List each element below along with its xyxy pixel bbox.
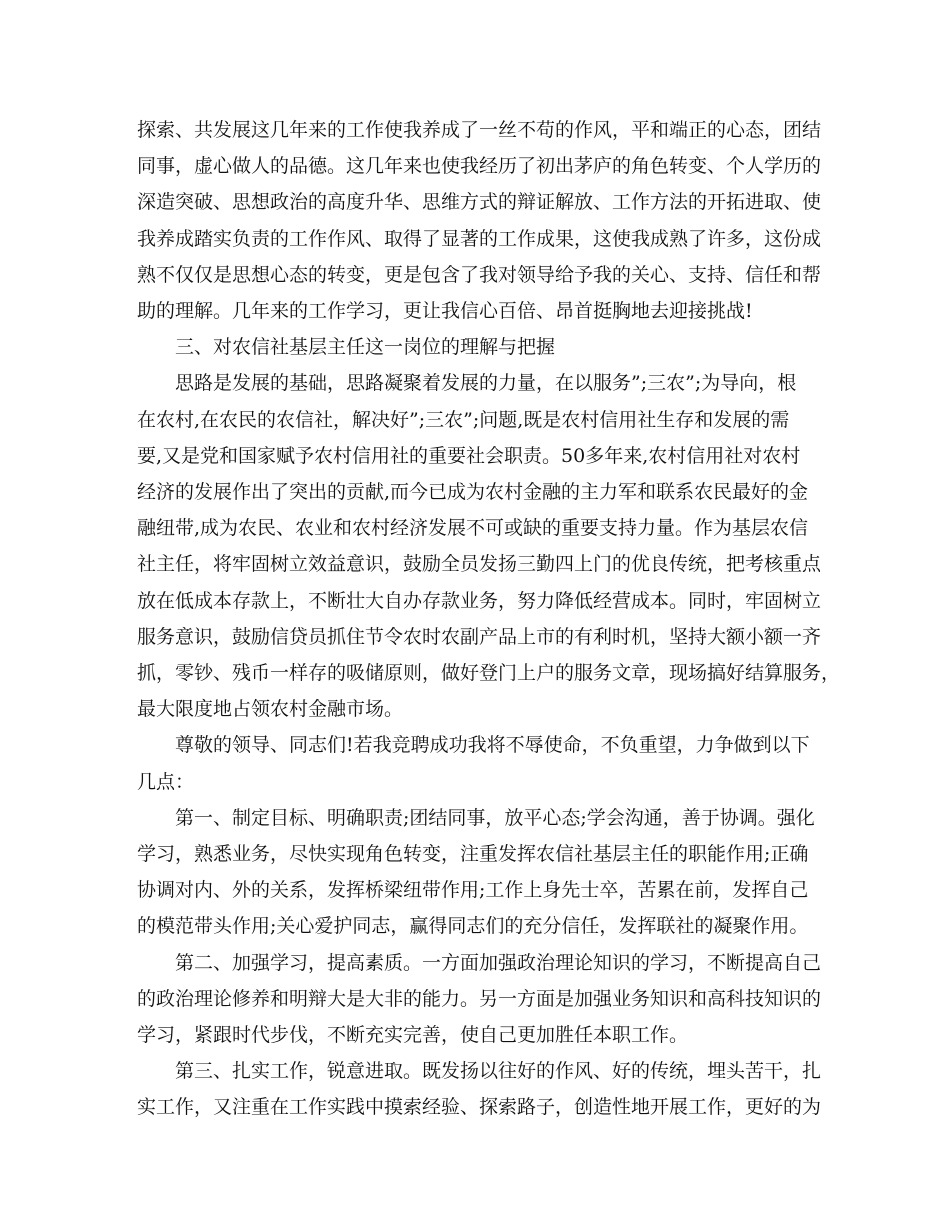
text-line: 第一、制定目标、明确职责;团结同事，放平心态;学会沟通，善于协调。强化: [175, 807, 815, 829]
text-line: 助的理解。几年来的工作学习，更让我信心百倍、昂首挺胸地去迎接挑战!: [137, 300, 753, 322]
text-line: 我养成踏实负责的工作作风、取得了显著的工作成果，这使我成熟了许多，这份成: [137, 228, 822, 250]
text-line: 熟不仅仅是思想心态的转变，更是包含了我对领导给予我的关心、支持、信任和帮: [137, 264, 822, 286]
text-line: 放在低成本存款上，不断壮大自办存款业务，努力降低经营成本。同时，牢固树立: [137, 590, 822, 612]
text-line: 社主任，将牢固树立效益意识，鼓励全员发扬三勤四上门的优良传统，把考核重点: [137, 553, 822, 575]
text-line: 第三、扎实工作，锐意进取。既发扬以往好的作风、好的传统，埋头苦干，扎: [175, 1060, 822, 1082]
text-line: 实工作，又注重在工作实践中摸索经验、探索路子，创造性地开展工作，更好的为: [137, 1096, 822, 1118]
text-line: 同事，虚心做人的品德。这几年来也使我经历了初出茅庐的角色转变、个人学历的: [137, 155, 822, 177]
text-line: 尊敬的领导、同志们!若我竞聘成功我将不辱使命，不负重望，力争做到以下: [175, 734, 810, 756]
text-line: 抓，零钞、残币一样存的吸储原则，做好登门上户的服务文章，现场搞好结算服务，: [137, 662, 841, 684]
text-line: 的政治理论修养和明辩大是大非的能力。另一方面是加强业务知识和高科技知识的: [137, 988, 822, 1010]
text-line: 服务意识，鼓励信贷员抓住节令农时农副产品上市的有利时机，坚持大额小额一齐: [137, 626, 822, 648]
text-line: 三、对农信社基层主任这一岗位的理解与把握: [175, 336, 556, 358]
text-line: 在农村,在农民的农信社，解决好”;三农”;问题,既是农村信用社生存和发展的需: [137, 409, 790, 431]
text-line: 第二、加强学习，提高素质。一方面加强政治理论知识的学习，不断提高自己: [175, 952, 822, 974]
text-line: 探索、共发展这几年来的工作使我养成了一丝不苟的作风，平和端正的心态，团结: [137, 119, 822, 141]
text-line: 深造突破、思想政治的高度升华、思维方式的辩证解放、工作方法的开拓进取、使: [137, 191, 822, 213]
text-line: 经济的发展作出了突出的贡献,而今已成为农村金融的主力军和联系农民最好的金: [137, 481, 809, 503]
text-line: 学习，紧跟时代步伐，不断充实完善，使自己更加胜任本职工作。: [137, 1024, 689, 1046]
text-line: 要,又是党和国家赋予农村信用社的重要社会职责。50多年来,农村信用社对农村: [137, 445, 801, 467]
text-line: 思路是发展的基础，思路凝聚着发展的力量，在以服务”;三农”;为导向，根: [175, 372, 797, 394]
text-line: 几点：: [137, 771, 195, 793]
text-line: 融纽带,成为农民、农业和农村经济发展不可或缺的重要支持力量。作为基层农信: [137, 517, 809, 539]
text-line: 最大限度地占领农村金融市场。: [137, 698, 404, 720]
text-line: 协调对内、外的关系，发挥桥梁纽带作用;工作上身先士卒，苦累在前，发挥自己: [137, 879, 809, 901]
text-line: 的模范带头作用;关心爱护同志，赢得同志们的充分信任，发挥联社的凝聚作用。: [137, 915, 809, 937]
text-line: 学习，熟悉业务，尽快实现角色转变，注重发挥农信社基层主任的职能作用;正确: [137, 843, 809, 865]
